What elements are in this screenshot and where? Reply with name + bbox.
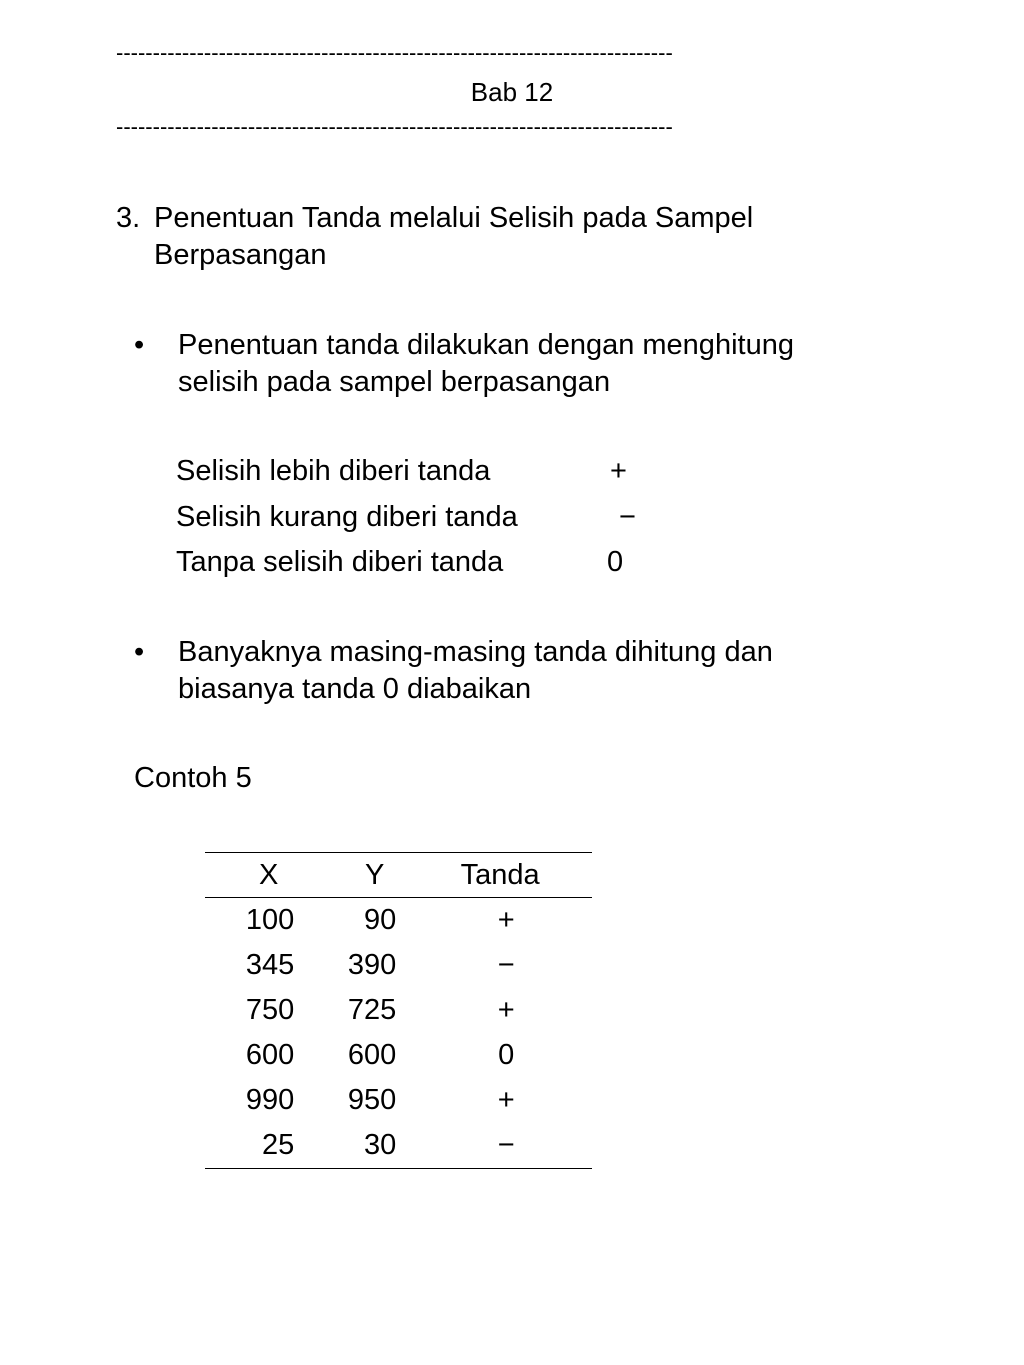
sign-rule-symbol: − — [619, 501, 636, 533]
table-row — [205, 898, 592, 944]
cell-x: 990 — [245, 1084, 295, 1116]
example-table — [205, 852, 592, 1169]
header-rule-top: ---------------------------------------------------------------------------- — [116, 40, 673, 65]
cell-y: 950 — [347, 1084, 397, 1116]
sign-rule-symbol: + — [610, 455, 627, 487]
sign-rule-positive — [176, 453, 627, 490]
cell-tanda: + — [497, 904, 515, 936]
sign-rule-negative — [176, 499, 636, 536]
cell-x: 750 — [245, 994, 295, 1026]
table-row — [205, 1033, 592, 1078]
chapter-title: Bab 12 — [470, 77, 554, 107]
bullet-line: biasanya tanda 0 diabaikan — [178, 673, 532, 705]
bullet-marker: • — [134, 329, 145, 361]
cell-x: 600 — [245, 1039, 295, 1071]
bullet-line: Banyaknya masing-masing tanda dihitung dan — [178, 636, 773, 668]
cell-y: 725 — [347, 994, 397, 1026]
sign-rule-label: Tanpa selisih diberi tanda — [176, 546, 504, 578]
cell-tanda: − — [497, 949, 515, 981]
section-title-line1: Penentuan Tanda melalui Selisih pada Sampel — [154, 202, 754, 234]
sign-rule-symbol: 0 — [607, 546, 624, 578]
bullet-line: selisih pada sampel berpasangan — [178, 366, 611, 398]
bullet-marker: • — [134, 636, 145, 668]
column-header-y: Y — [294, 853, 396, 898]
cell-tanda: + — [497, 994, 515, 1026]
cell-y: 30 — [294, 1123, 396, 1169]
section-title-line2: Berpasangan — [154, 239, 327, 271]
cell-x: 345 — [245, 949, 295, 981]
sign-rule-label: Selisih lebih diberi tanda — [176, 455, 491, 487]
table-row — [205, 943, 592, 988]
column-header-x: X — [205, 853, 294, 898]
sign-rule-label: Selisih kurang diberi tanda — [176, 501, 518, 533]
table-row — [205, 988, 592, 1033]
table-row — [205, 1078, 592, 1123]
cell-y: 390 — [347, 949, 397, 981]
table-row — [205, 1123, 592, 1169]
cell-tanda: + — [497, 1084, 515, 1116]
cell-x: 100 — [245, 904, 295, 936]
example-label: Contoh 5 — [134, 762, 252, 794]
section-number: 3. — [116, 202, 141, 234]
table-header-row — [205, 853, 592, 898]
header-rule-bottom: ---------------------------------------------------------------------------- — [116, 114, 673, 139]
bullet-line: Penentuan tanda dilakukan dengan menghitung — [178, 329, 794, 361]
section-title — [116, 200, 896, 274]
sign-rule-zero — [176, 544, 624, 581]
cell-tanda: − — [396, 1123, 592, 1169]
column-header-tanda: Tanda — [396, 853, 592, 898]
cell-x: 25 — [205, 1123, 294, 1169]
cell-tanda: 0 — [498, 1039, 515, 1071]
cell-y: 600 — [347, 1039, 397, 1071]
cell-y: 90 — [364, 904, 397, 936]
